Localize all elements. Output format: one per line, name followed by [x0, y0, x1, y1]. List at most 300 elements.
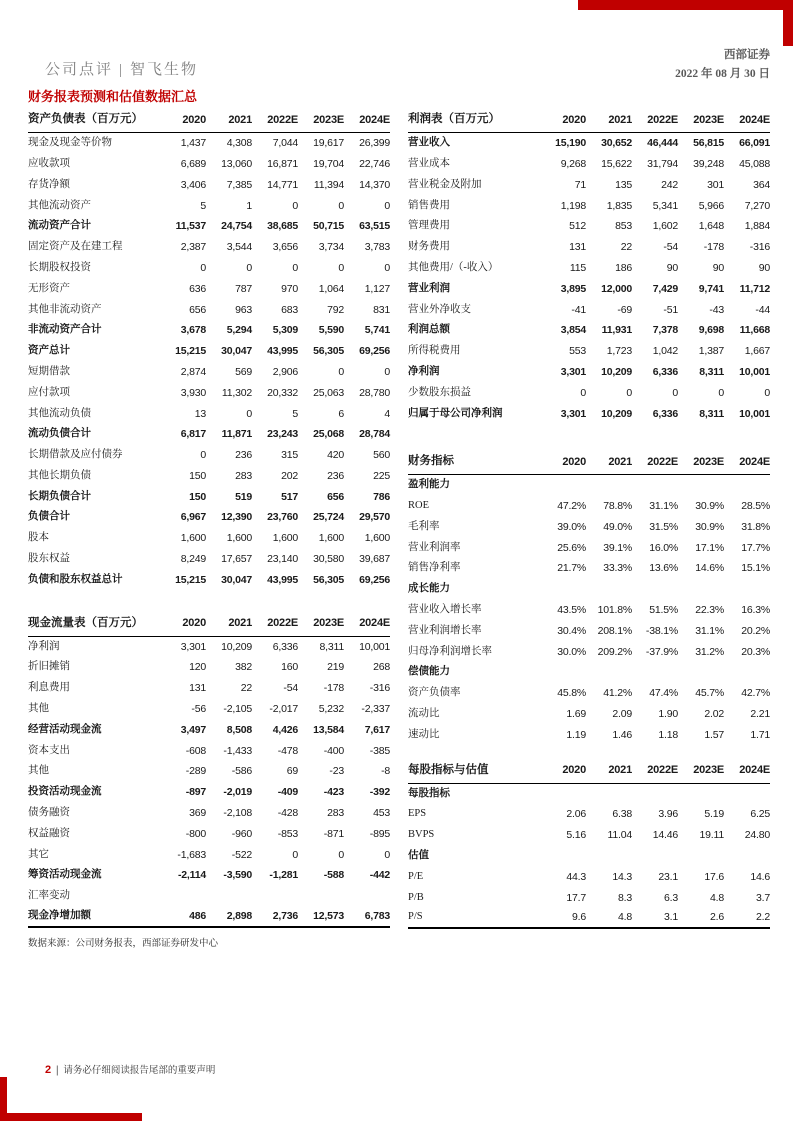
table-header-row: [408, 759, 770, 784]
table-row: [28, 782, 390, 803]
cell-value: 970: [281, 282, 298, 295]
cell-value: 2.02: [704, 708, 724, 721]
row-label: 负债和股东权益总计: [28, 573, 123, 585]
cell-value: -400: [323, 744, 344, 757]
row-label: 权益融资: [28, 827, 70, 839]
row-label: 筹资活动现金流: [28, 869, 102, 881]
cell-value: 0: [338, 199, 344, 212]
year-column-header: 2020: [562, 455, 586, 468]
row-label: 速动比: [408, 728, 440, 740]
table-row: [408, 888, 770, 909]
row-label: 销售费用: [408, 199, 450, 211]
cell-value: 11,931: [601, 324, 632, 337]
cell-value: 787: [235, 282, 252, 295]
cell-value: 13,584: [313, 723, 344, 736]
table-row: [28, 824, 390, 845]
table-title: 现金流量表（百万元）: [28, 616, 143, 629]
row-label: 其他: [28, 703, 49, 715]
cell-value: 4: [384, 407, 390, 420]
cell-value: 5: [292, 407, 298, 420]
cell-value: 3,783: [364, 241, 390, 254]
year-column-header: 2021: [228, 617, 252, 630]
cell-value: 33.3%: [603, 562, 632, 575]
cell-value: 41.2%: [603, 687, 632, 700]
table-row: [28, 761, 390, 782]
row-label: 汇率变动: [28, 890, 70, 902]
row-label: P/S: [408, 911, 423, 923]
cell-value: 14.3: [612, 870, 632, 883]
table-row: [28, 720, 390, 741]
table-row: [408, 642, 770, 663]
cell-value: 17,657: [221, 553, 252, 566]
cell-value: 15,215: [175, 345, 206, 358]
cell-value: 202: [281, 469, 298, 482]
cell-value: 1,198: [560, 199, 586, 212]
cell-value: 30,047: [221, 345, 252, 358]
table-row: [28, 570, 390, 591]
table-row: [408, 517, 770, 538]
cell-value: 17.7%: [741, 541, 770, 554]
row-label: 长期股权投资: [28, 261, 91, 273]
cell-value: 301: [707, 178, 724, 191]
cell-value: -37.9%: [645, 645, 678, 658]
cell-value: 1,884: [744, 220, 770, 233]
cell-value: 8,508: [226, 723, 252, 736]
cash-flow-table: [28, 612, 390, 928]
table-row: [408, 237, 770, 258]
cell-value: 16.0%: [649, 541, 678, 554]
doc-type-label: 公司点评: [45, 62, 114, 78]
cell-value: 1,600: [272, 532, 298, 545]
cell-value: 14,370: [359, 178, 390, 191]
row-label: 少数股东损益: [408, 386, 471, 398]
cell-value: 38,685: [267, 220, 298, 233]
cell-value: 15,215: [175, 573, 206, 586]
table-header-row: [28, 108, 390, 133]
cell-value: 115: [569, 261, 586, 274]
table-row: [408, 704, 770, 725]
cell-value: 31.5%: [649, 520, 678, 533]
cell-value: 219: [327, 661, 344, 674]
cell-value: 13.6%: [649, 562, 678, 575]
cell-value: 3,544: [226, 241, 252, 254]
brand-name: 西部证券: [724, 49, 770, 61]
year-column-header: 2022E: [647, 764, 678, 777]
row-label: 负债合计: [28, 511, 70, 523]
cell-value: -316: [369, 682, 390, 695]
cell-value: 3,734: [318, 241, 344, 254]
table-row: [28, 341, 390, 362]
per-share-valuation-table: [408, 759, 770, 930]
cell-value: 8.3: [618, 891, 632, 904]
cell-value: -51: [663, 303, 678, 316]
table-header-row: [408, 108, 770, 133]
table-row: [408, 320, 770, 341]
cell-value: 11,871: [221, 428, 252, 441]
row-label: 流动负债合计: [28, 428, 91, 440]
cell-value: 2.21: [750, 708, 770, 721]
cell-value: -56: [191, 703, 206, 716]
cell-value: -38.1%: [645, 624, 678, 637]
year-column-header: 2023E: [693, 455, 724, 468]
row-label: 应收款项: [28, 157, 70, 169]
cell-value: 28,780: [359, 386, 390, 399]
cell-value: 90: [712, 261, 724, 274]
row-label: 销售净利率: [408, 562, 461, 574]
table-row: [408, 538, 770, 559]
table-row: [408, 558, 770, 579]
cell-value: 14,771: [267, 178, 298, 191]
cell-value: 19.11: [699, 829, 724, 842]
cell-value: 1.71: [750, 728, 770, 741]
cell-value: 30.9%: [695, 500, 724, 513]
row-label: 偿债能力: [408, 666, 450, 678]
cell-value: 6.25: [750, 808, 770, 821]
table-row: [28, 216, 390, 237]
row-label: 利润总额: [408, 324, 450, 336]
page-footer: [45, 1062, 215, 1076]
row-label: 短期借款: [28, 365, 70, 377]
cell-value: 13: [194, 407, 206, 420]
cell-value: 16.3%: [741, 604, 770, 617]
cell-value: 1,042: [652, 345, 678, 358]
row-label: 估值: [408, 850, 429, 862]
cell-value: 0: [292, 199, 298, 212]
cell-value: 209.2%: [597, 645, 632, 658]
cell-value: 0: [246, 407, 252, 420]
cell-value: 7,044: [272, 137, 298, 150]
cell-value: -608: [185, 744, 206, 757]
cell-value: 5,309: [272, 324, 298, 337]
cell-value: -69: [617, 303, 632, 316]
cell-value: -178: [703, 241, 724, 254]
cell-value: -8: [381, 765, 390, 778]
table-row: [408, 133, 770, 154]
cell-value: -2,337: [361, 703, 390, 716]
row-label: 无形资产: [28, 282, 70, 294]
cell-value: 792: [327, 303, 344, 316]
cell-value: 0: [292, 261, 298, 274]
row-label: 归母净利润增长率: [408, 645, 492, 657]
cell-value: 150: [189, 490, 206, 503]
table-row: [28, 678, 390, 699]
table-row: [408, 362, 770, 383]
financial-indicators-table: [408, 450, 770, 745]
cell-value: 3,895: [560, 282, 586, 295]
cell-value: -2,105: [223, 703, 252, 716]
row-label: 营业利润: [408, 282, 450, 294]
cell-value: 2,898: [226, 910, 252, 923]
cell-value: 69: [286, 765, 298, 778]
cell-value: -1,433: [223, 744, 252, 757]
cell-value: 50,715: [313, 220, 344, 233]
cell-value: 5: [200, 199, 206, 212]
cell-value: 31.1%: [695, 624, 724, 637]
cell-value: 43,995: [267, 573, 298, 586]
cell-value: 19,704: [313, 157, 344, 170]
table-row: [408, 195, 770, 216]
cell-value: 268: [373, 661, 390, 674]
row-label: 利息费用: [28, 682, 70, 694]
table-row: [28, 299, 390, 320]
table-row: [408, 662, 770, 683]
table-row: [28, 699, 390, 720]
cell-value: 16,871: [267, 157, 298, 170]
cell-value: 69,256: [359, 573, 390, 586]
cell-value: 14.46: [652, 829, 678, 842]
row-label: 营业税金及附加: [408, 178, 482, 190]
row-label: 股东权益: [28, 553, 70, 565]
cell-value: 30.0%: [557, 645, 586, 658]
cell-value: 0: [200, 449, 206, 462]
bottom-left-red-bar-horizontal: [0, 1113, 142, 1121]
cell-value: 9,268: [560, 157, 586, 170]
row-label: 非流动资产合计: [28, 324, 102, 336]
cell-value: 6.3: [664, 891, 678, 904]
row-label: 资产总计: [28, 345, 70, 357]
page-number: 2: [45, 1064, 52, 1076]
cell-value: 30,580: [313, 553, 344, 566]
cell-value: 10,209: [601, 407, 632, 420]
table-title: 资产负债表（百万元）: [28, 113, 143, 126]
left-column: [28, 108, 390, 949]
row-label: 成长能力: [408, 583, 450, 595]
cell-value: 6,817: [180, 428, 206, 441]
cell-value: 26,399: [359, 137, 390, 150]
cell-value: 2.6: [710, 911, 724, 924]
cell-value: -1,683: [177, 848, 206, 861]
cell-value: 14.6: [750, 870, 770, 883]
cell-value: 553: [569, 345, 586, 358]
cell-value: 1: [246, 199, 252, 212]
cell-value: 10,001: [359, 640, 390, 653]
cell-value: -478: [277, 744, 298, 757]
table-row: [28, 424, 390, 445]
cell-value: -853: [277, 827, 298, 840]
cell-value: 24,754: [221, 220, 252, 233]
cell-value: 2,736: [272, 910, 298, 923]
cell-value: 39,248: [693, 157, 724, 170]
cell-value: 25,063: [313, 386, 344, 399]
cell-value: 47.2%: [557, 500, 586, 513]
cell-value: 15.1%: [741, 562, 770, 575]
table-row: [28, 865, 390, 886]
cell-value: 8,249: [180, 553, 206, 566]
cell-value: -392: [369, 786, 390, 799]
row-label: 应付款项: [28, 386, 70, 398]
cell-value: 1.18: [658, 728, 678, 741]
cell-value: 1,600: [180, 532, 206, 545]
cell-value: 11,668: [739, 324, 770, 337]
cell-value: 22: [240, 682, 252, 695]
cell-value: 5,590: [318, 324, 344, 337]
table-row: [408, 600, 770, 621]
cell-value: 1,064: [318, 282, 344, 295]
cell-value: -428: [277, 807, 298, 820]
cell-value: 7,385: [226, 178, 252, 191]
year-column-header: 2024E: [359, 617, 390, 630]
cell-value: 31.1%: [649, 500, 678, 513]
cell-value: 20,332: [267, 386, 298, 399]
year-column-header: 2021: [228, 113, 252, 126]
cell-value: 1,723: [606, 345, 632, 358]
cell-value: 22.3%: [695, 604, 724, 617]
footer-divider: |: [56, 1065, 59, 1076]
table-row: [408, 175, 770, 196]
cell-value: 12,000: [601, 282, 632, 295]
cell-value: 382: [235, 661, 252, 674]
cell-value: 42.7%: [741, 687, 770, 700]
cell-value: 0: [626, 386, 632, 399]
cell-value: 283: [235, 469, 252, 482]
row-label: 净利润: [408, 365, 440, 377]
cell-value: 786: [373, 490, 390, 503]
year-column-header: 2021: [608, 764, 632, 777]
cell-value: 69,256: [359, 345, 390, 358]
cell-value: -586: [231, 765, 252, 778]
year-column-header: 2024E: [739, 113, 770, 126]
year-column-header: 2024E: [739, 764, 770, 777]
table-row: [408, 867, 770, 888]
table-header-row: [408, 450, 770, 475]
table-row: [408, 908, 770, 929]
cell-value: 3.1: [664, 911, 678, 924]
cell-value: 30,047: [221, 573, 252, 586]
year-column-header: 2022E: [647, 113, 678, 126]
cell-value: 1.69: [566, 708, 586, 721]
cell-value: 315: [281, 449, 298, 462]
row-label: 其他费用/（-收入）: [408, 261, 499, 273]
cell-value: 1,437: [180, 137, 206, 150]
year-column-header: 2021: [608, 455, 632, 468]
cell-value: 656: [327, 490, 344, 503]
year-column-header: 2023E: [693, 764, 724, 777]
cell-value: 2.2: [756, 911, 770, 924]
cell-value: 512: [569, 220, 586, 233]
table-row: [408, 804, 770, 825]
year-column-header: 2020: [182, 617, 206, 630]
cell-value: 39.0%: [557, 520, 586, 533]
row-label: 债务融资: [28, 807, 70, 819]
row-label: 财务费用: [408, 241, 450, 253]
cell-value: 0: [338, 365, 344, 378]
cell-value: 10,001: [739, 365, 770, 378]
cell-value: 3,854: [560, 324, 586, 337]
cell-value: 15,190: [555, 137, 586, 150]
cell-value: 0: [338, 261, 344, 274]
cell-value: 0: [200, 261, 206, 274]
row-label: 其它: [28, 848, 49, 860]
cell-value: 11,394: [313, 178, 344, 191]
cell-value: -423: [323, 786, 344, 799]
cell-value: -588: [323, 869, 344, 882]
cell-value: 2,387: [180, 241, 206, 254]
cell-value: 519: [235, 490, 252, 503]
cell-value: 13,060: [221, 157, 252, 170]
table-row: [408, 621, 770, 642]
row-label: 固定资产及在建工程: [28, 241, 123, 253]
cell-value: 1.90: [658, 708, 678, 721]
cell-value: 23,760: [267, 511, 298, 524]
cell-value: 0: [672, 386, 678, 399]
cell-value: 853: [615, 220, 632, 233]
section-title: 财务报表预测和估值数据汇总: [28, 89, 198, 104]
cell-value: 0: [718, 386, 724, 399]
table-row: [408, 403, 770, 424]
cell-value: -23: [329, 765, 344, 778]
cell-value: 31.2%: [695, 645, 724, 658]
table-row: [408, 383, 770, 404]
cell-value: 5,966: [698, 199, 724, 212]
cell-value: 47.4%: [649, 687, 678, 700]
cell-value: 17.7: [566, 891, 586, 904]
cell-value: 569: [235, 365, 252, 378]
table-row: [28, 845, 390, 866]
cell-value: 236: [235, 449, 252, 462]
year-column-header: 2020: [562, 764, 586, 777]
row-label: 营业外净收支: [408, 303, 471, 315]
cell-value: 11.04: [607, 829, 632, 842]
cell-value: 31.8%: [741, 520, 770, 533]
row-label: 营业收入: [408, 137, 450, 149]
table-row: [408, 475, 770, 496]
cell-value: 7,378: [652, 324, 678, 337]
cell-value: 25,724: [313, 511, 344, 524]
cell-value: 0: [338, 848, 344, 861]
row-label: EPS: [408, 808, 427, 820]
cell-value: -1,281: [269, 869, 298, 882]
table-header-row: [28, 612, 390, 637]
year-column-header: 2021: [608, 113, 632, 126]
table-title: 利润表（百万元）: [408, 113, 500, 126]
brand-block: [675, 46, 770, 81]
row-label: P/B: [408, 891, 424, 903]
cell-value: -178: [323, 682, 344, 695]
table-row: [28, 383, 390, 404]
row-label: 营业利润率: [408, 541, 461, 553]
cell-value: 22,746: [359, 157, 390, 170]
cell-value: -522: [231, 848, 252, 861]
table-row: [408, 496, 770, 517]
cell-value: 120: [189, 661, 206, 674]
table-row: [408, 725, 770, 746]
cell-value: 2,874: [180, 365, 206, 378]
year-column-header: 2022E: [267, 617, 298, 630]
cell-value: 236: [327, 469, 344, 482]
cell-value: -3,590: [223, 869, 252, 882]
cell-value: 5,294: [226, 324, 252, 337]
cell-value: 0: [292, 848, 298, 861]
cell-value: 71: [574, 178, 586, 191]
cell-value: 2.09: [612, 708, 632, 721]
cell-value: -289: [185, 765, 206, 778]
year-column-header: 2024E: [359, 113, 390, 126]
cell-value: 25.6%: [557, 541, 586, 554]
year-column-header: 2022E: [267, 113, 298, 126]
cell-value: 66,091: [739, 137, 770, 150]
cell-value: -316: [749, 241, 770, 254]
cell-value: -41: [571, 303, 586, 316]
cell-value: 17.6: [704, 870, 724, 883]
cell-value: 6,336: [272, 640, 298, 653]
cell-value: 56,305: [313, 573, 344, 586]
row-label: 营业收入增长率: [408, 604, 482, 616]
table-row: [408, 299, 770, 320]
cell-value: 517: [281, 490, 298, 503]
cell-value: 9,698: [698, 324, 724, 337]
cell-value: 0: [384, 199, 390, 212]
cell-value: 1,602: [652, 220, 678, 233]
